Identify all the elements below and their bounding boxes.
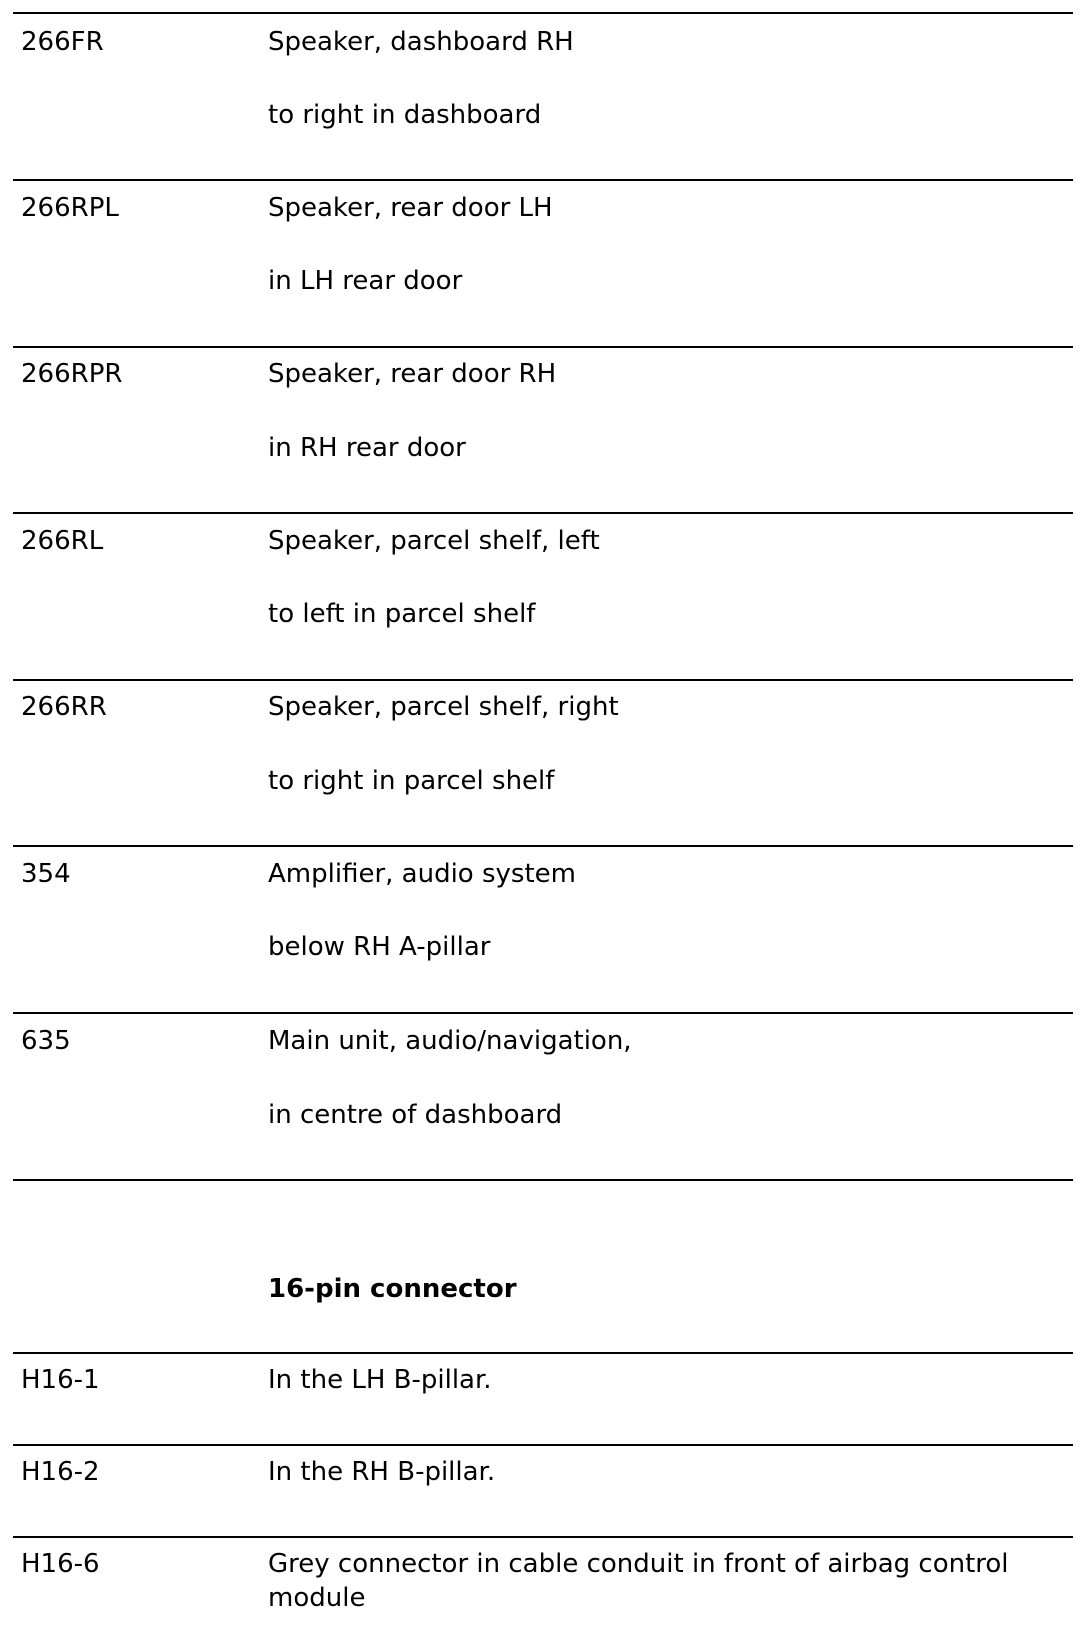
component-code: 266RL — [21, 526, 104, 556]
component-location: to right in parcel shelf — [268, 766, 555, 796]
row-divider — [13, 1352, 1073, 1354]
row-divider — [13, 1536, 1073, 1538]
component-location: in centre of dashboard — [268, 1100, 563, 1130]
row-divider — [13, 512, 1073, 514]
component-name: Main unit, audio/navigation, — [268, 1026, 632, 1056]
connector-code: H16-6 — [21, 1549, 100, 1579]
row-divider — [13, 346, 1073, 348]
component-name: Amplifier, audio system — [268, 859, 576, 889]
component-name: Speaker, parcel shelf, right — [268, 692, 619, 722]
component-location: in LH rear door — [268, 266, 463, 296]
component-name: Speaker, rear door LH — [268, 193, 553, 223]
row-divider — [13, 179, 1073, 181]
row-divider — [13, 12, 1073, 14]
component-code: 266RPR — [21, 359, 123, 389]
component-code: 266FR — [21, 27, 104, 57]
connector-code: H16-1 — [21, 1365, 100, 1395]
row-divider — [13, 1444, 1073, 1446]
component-location: in RH rear door — [268, 433, 466, 463]
connector-code: H16-2 — [21, 1457, 100, 1487]
connector-location: In the RH B-pillar. — [268, 1457, 496, 1487]
connector-location: Grey connector in cable conduit in front of airbag control module — [268, 1549, 1009, 1613]
component-name: Speaker, dashboard RH — [268, 27, 574, 57]
component-location: below RH A-pillar — [268, 932, 491, 962]
component-code: 266RR — [21, 692, 107, 722]
component-location: to right in dashboard — [268, 100, 542, 130]
row-divider — [13, 1179, 1073, 1181]
row-divider — [13, 1012, 1073, 1014]
component-name: Speaker, rear door RH — [268, 359, 557, 389]
connector-location: In the LH B-pillar. — [268, 1365, 492, 1395]
section-heading: 16-pin connector — [268, 1274, 517, 1304]
row-divider — [13, 845, 1073, 847]
component-name: Speaker, parcel shelf, left — [268, 526, 600, 556]
component-code: 635 — [21, 1026, 71, 1056]
component-code: 266RPL — [21, 193, 119, 223]
row-divider — [13, 679, 1073, 681]
component-code: 354 — [21, 859, 71, 889]
component-location: to left in parcel shelf — [268, 599, 536, 629]
